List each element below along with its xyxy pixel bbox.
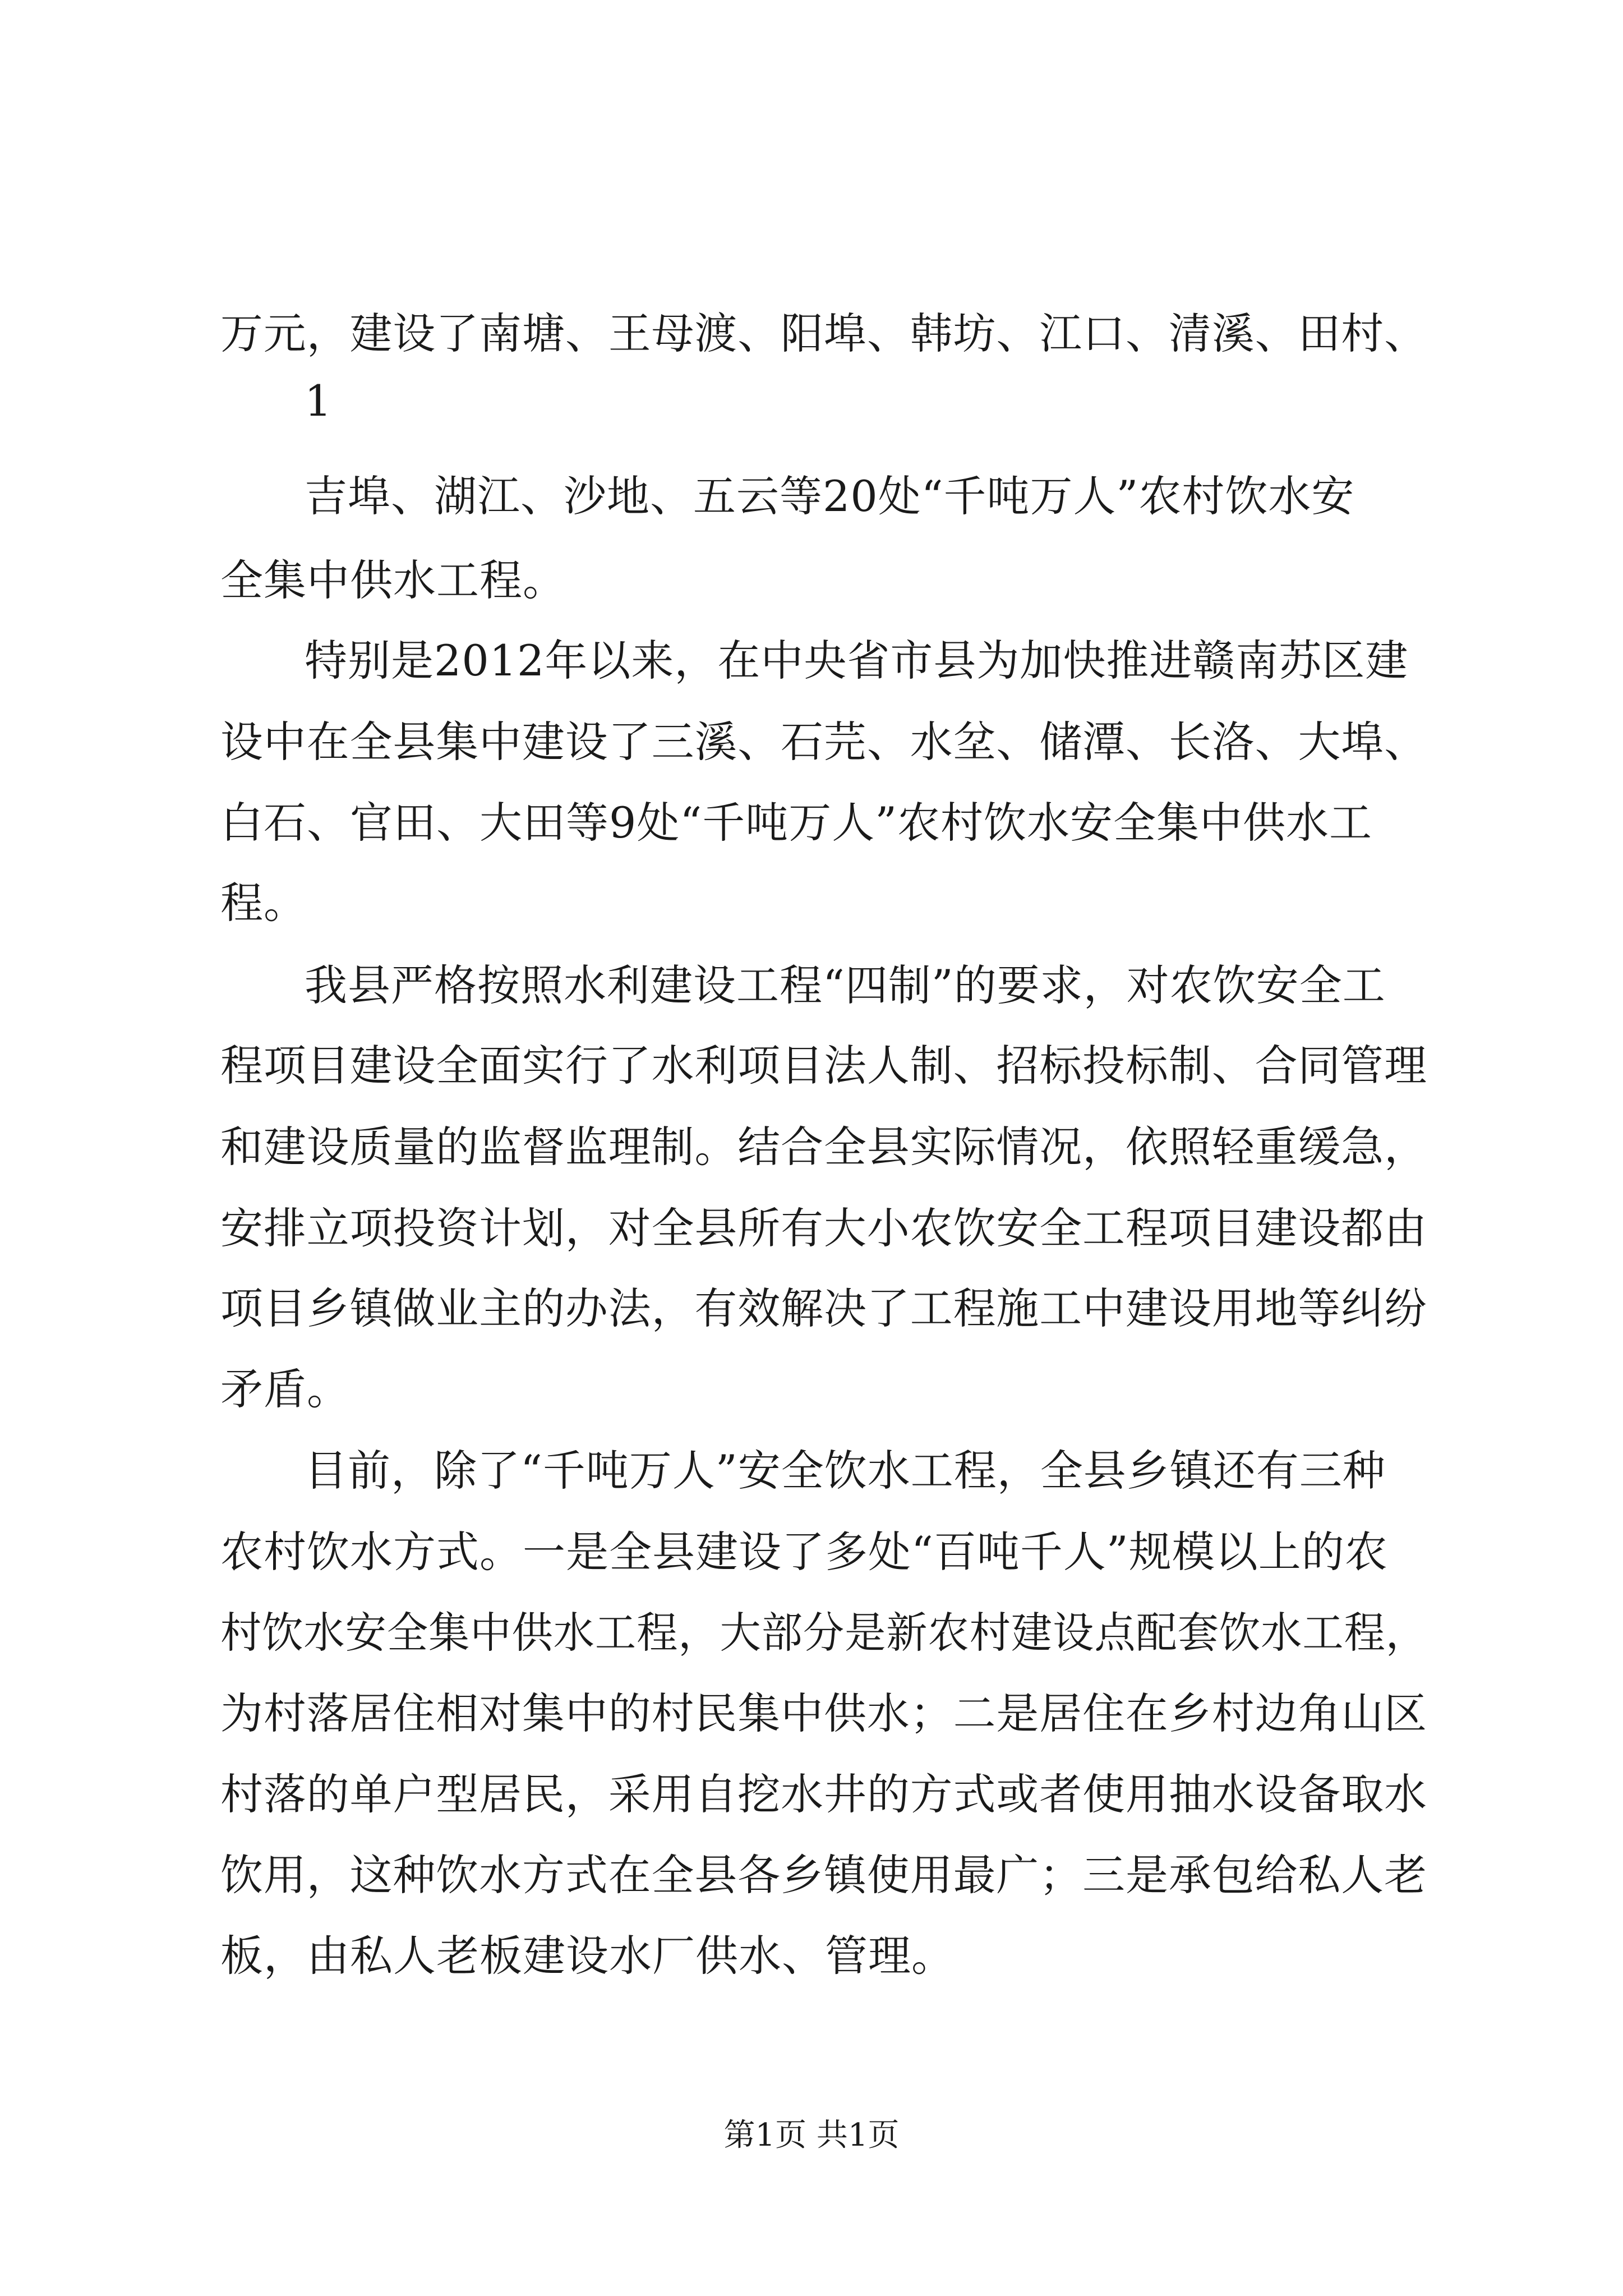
text-line: 村饮水安全集中供水工程，大部分是新农村建设点配套饮水工程，	[220, 1608, 1427, 1658]
text-line: 为村落居住相对集中的村民集中供水；二是居住在乡村边角山区	[220, 1688, 1427, 1738]
text-line: 程。	[220, 878, 307, 928]
text-line: 吉埠、湖江、沙地、五云等20处“千吨万人”农村饮水安	[305, 471, 1355, 521]
text-line: 特别是2012年以来，在中央省市县为加快推进赣南苏区建	[305, 636, 1409, 685]
text-line: 村落的单户型居民，采用自挖水井的方式或者使用抽水设备取水	[220, 1769, 1427, 1819]
text-line: 板，由私人老板建设水厂供水、管理。	[220, 1931, 955, 1981]
text-line: 程项目建设全面实行了水利项目法人制、招标投标制、合同管理	[220, 1041, 1427, 1091]
text-line: 饮用，这种饮水方式在全县各乡镇使用最广；三是承包给私人老	[220, 1850, 1427, 1900]
text-line: 全集中供水工程。	[220, 555, 566, 605]
text-line: 和建设质量的监督监理制。结合全县实际情况，依照轻重缓急，	[220, 1122, 1427, 1172]
text-line: 目前，除了“千吨万人”安全饮水工程，全县乡镇还有三种	[305, 1446, 1386, 1496]
text-line: 农村饮水方式。一是全县建设了多处“百吨千人”规模以上的农	[220, 1527, 1388, 1577]
text-line: 矛盾。	[220, 1364, 350, 1414]
text-line: 我县严格按照水利建设工程“四制”的要求，对农饮安全工	[305, 960, 1386, 1010]
text-line: 安排立项投资计划，对全县所有大小农饮安全工程项目建设都由	[220, 1203, 1427, 1253]
inline-page-number: 1	[305, 376, 332, 426]
text-line: 万元，建设了南塘、王母渡、阳埠、韩坊、江口、清溪、田村、	[220, 309, 1427, 358]
text-line: 白石、官田、大田等9处“千吨万人”农村饮水安全集中供水工	[220, 798, 1373, 848]
page-footer: 第1页 共1页	[723, 2117, 900, 2154]
text-line: 设中在全县集中建设了三溪、石芫、水坌、储潭、长洛、大埠、	[220, 717, 1427, 767]
text-line: 项目乡镇做业主的办法，有效解决了工程施工中建设用地等纠纷	[220, 1283, 1427, 1333]
